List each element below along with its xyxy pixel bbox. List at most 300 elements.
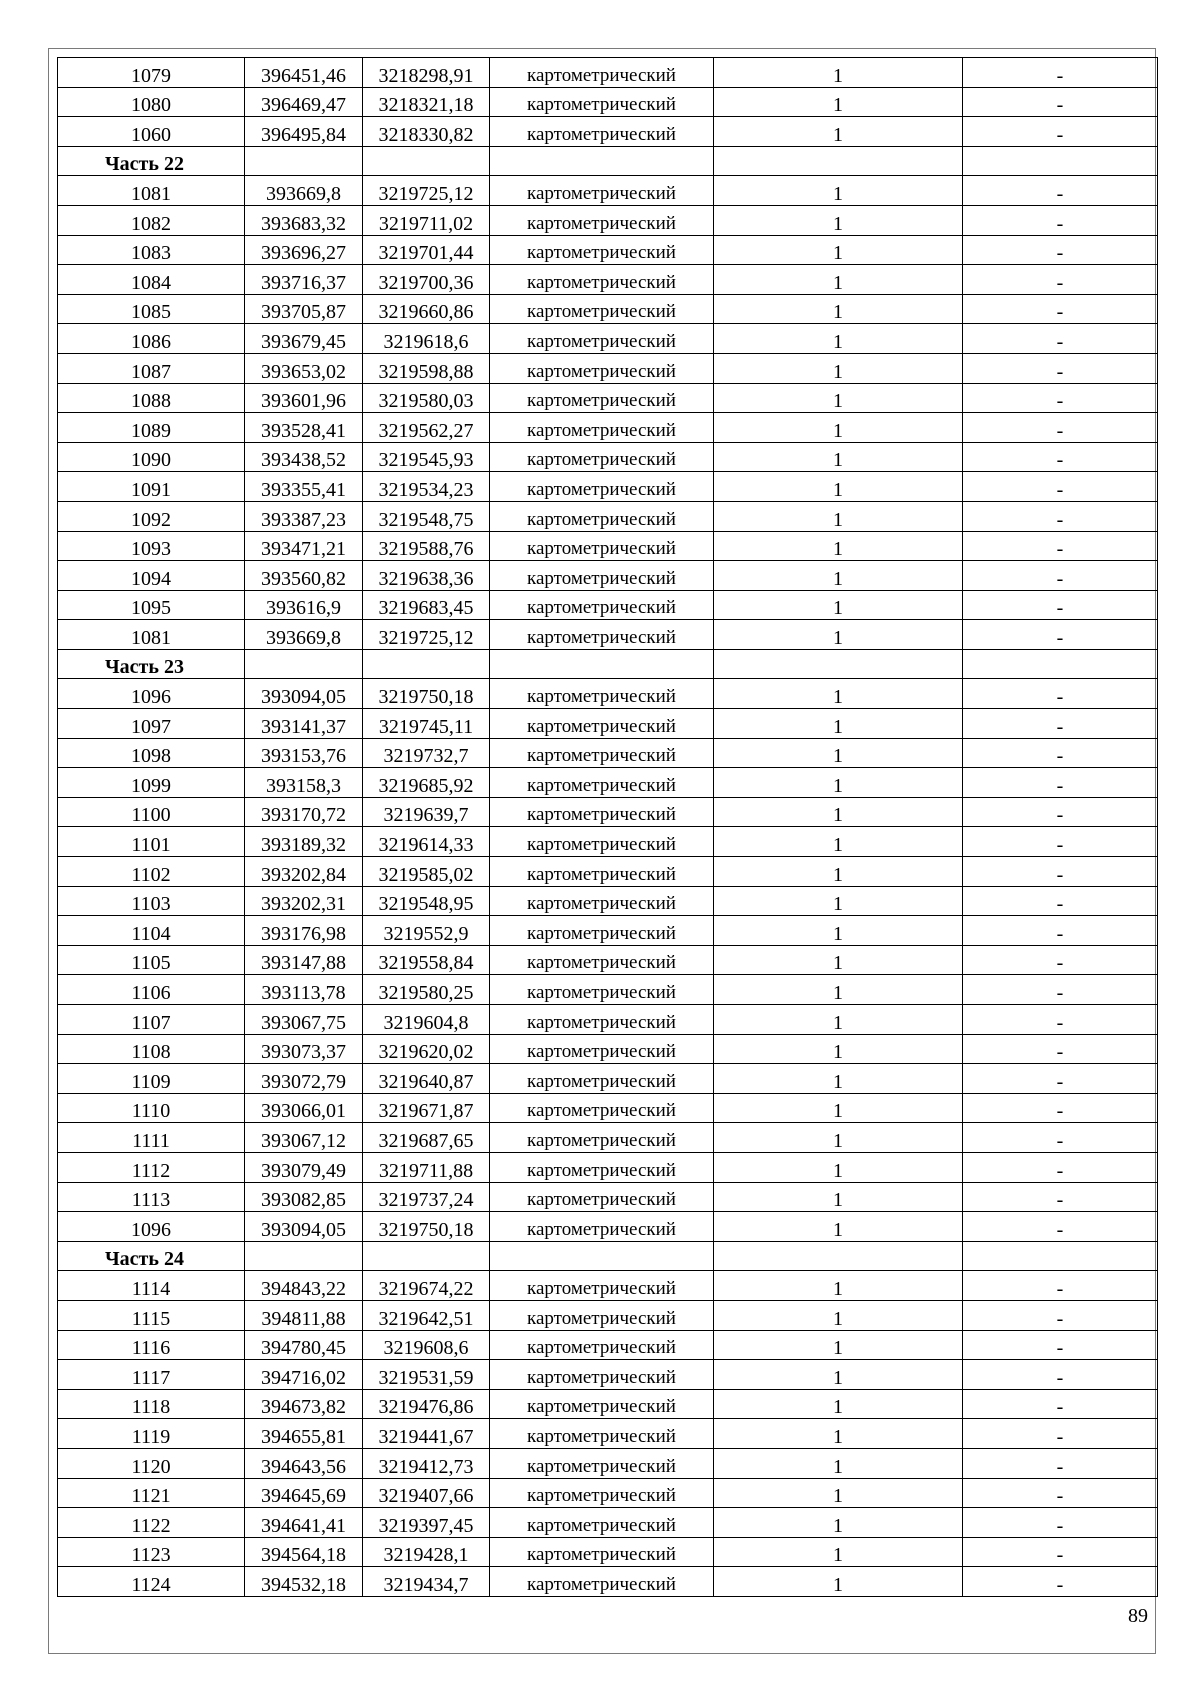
method-cell: картометрический xyxy=(490,117,714,147)
error-cell: - xyxy=(963,738,1158,768)
y-coordinate-cell: 3219745,11 xyxy=(363,709,490,739)
empty-cell xyxy=(490,649,714,679)
y-coordinate-cell: 3219580,25 xyxy=(363,975,490,1005)
point-id-cell: 1124 xyxy=(58,1567,245,1597)
y-coordinate-cell: 3219598,88 xyxy=(363,353,490,383)
accuracy-cell: 1 xyxy=(714,1005,963,1035)
y-coordinate-cell: 3219642,51 xyxy=(363,1300,490,1330)
method-cell: картометрический xyxy=(490,1152,714,1182)
point-id-cell: 1111 xyxy=(58,1123,245,1153)
empty-cell xyxy=(245,146,363,176)
accuracy-cell: 1 xyxy=(714,857,963,887)
table-row xyxy=(58,265,1158,295)
method-cell: картометрический xyxy=(490,324,714,354)
accuracy-cell: 1 xyxy=(714,945,963,975)
y-coordinate-cell: 3219711,88 xyxy=(363,1152,490,1182)
empty-cell xyxy=(714,146,963,176)
point-id-cell: 1086 xyxy=(58,324,245,354)
empty-cell xyxy=(363,146,490,176)
part-header-row xyxy=(58,146,1158,176)
method-cell: картометрический xyxy=(490,1034,714,1064)
error-cell: - xyxy=(963,117,1158,147)
method-cell: картометрический xyxy=(490,176,714,206)
y-coordinate-cell: 3219701,44 xyxy=(363,235,490,265)
point-id-cell: 1081 xyxy=(58,620,245,650)
table-row xyxy=(58,768,1158,798)
y-coordinate-cell: 3219608,6 xyxy=(363,1330,490,1360)
y-coordinate-cell: 3219750,18 xyxy=(363,1212,490,1242)
x-coordinate-cell: 393601,96 xyxy=(245,383,363,413)
accuracy-cell: 1 xyxy=(714,620,963,650)
x-coordinate-cell: 393438,52 xyxy=(245,442,363,472)
point-id-cell: 1081 xyxy=(58,176,245,206)
point-id-cell: 1120 xyxy=(58,1448,245,1478)
error-cell: - xyxy=(963,1567,1158,1597)
error-cell: - xyxy=(963,945,1158,975)
accuracy-cell: 1 xyxy=(714,886,963,916)
table-row xyxy=(58,1478,1158,1508)
point-id-cell: 1099 xyxy=(58,768,245,798)
point-id-cell: 1079 xyxy=(58,58,245,88)
table-row xyxy=(58,975,1158,1005)
accuracy-cell: 1 xyxy=(714,1537,963,1567)
part-label: Часть 22 xyxy=(58,146,245,176)
y-coordinate-cell: 3219732,7 xyxy=(363,738,490,768)
x-coordinate-cell: 393679,45 xyxy=(245,324,363,354)
table-row xyxy=(58,1064,1158,1094)
error-cell: - xyxy=(963,176,1158,206)
error-cell: - xyxy=(963,472,1158,502)
y-coordinate-cell: 3219548,75 xyxy=(363,501,490,531)
point-id-cell: 1114 xyxy=(58,1271,245,1301)
table-row xyxy=(58,945,1158,975)
x-coordinate-cell: 393176,98 xyxy=(245,916,363,946)
y-coordinate-cell: 3219397,45 xyxy=(363,1508,490,1538)
method-cell: картометрический xyxy=(490,1182,714,1212)
table-row xyxy=(58,383,1158,413)
y-coordinate-cell: 3219558,84 xyxy=(363,945,490,975)
error-cell: - xyxy=(963,886,1158,916)
y-coordinate-cell: 3218298,91 xyxy=(363,58,490,88)
accuracy-cell: 1 xyxy=(714,383,963,413)
x-coordinate-cell: 393170,72 xyxy=(245,797,363,827)
empty-cell xyxy=(490,1241,714,1271)
x-coordinate-cell: 394843,22 xyxy=(245,1271,363,1301)
error-cell: - xyxy=(963,1508,1158,1538)
accuracy-cell: 1 xyxy=(714,1419,963,1449)
table-row xyxy=(58,916,1158,946)
y-coordinate-cell: 3219725,12 xyxy=(363,620,490,650)
table-row xyxy=(58,1093,1158,1123)
x-coordinate-cell: 393153,76 xyxy=(245,738,363,768)
x-coordinate-cell: 393705,87 xyxy=(245,294,363,324)
y-coordinate-cell: 3219585,02 xyxy=(363,857,490,887)
x-coordinate-cell: 393355,41 xyxy=(245,472,363,502)
y-coordinate-cell: 3219548,95 xyxy=(363,886,490,916)
accuracy-cell: 1 xyxy=(714,1152,963,1182)
error-cell: - xyxy=(963,265,1158,295)
error-cell: - xyxy=(963,1271,1158,1301)
error-cell: - xyxy=(963,531,1158,561)
method-cell: картометрический xyxy=(490,679,714,709)
error-cell: - xyxy=(963,590,1158,620)
error-cell: - xyxy=(963,797,1158,827)
accuracy-cell: 1 xyxy=(714,1567,963,1597)
empty-cell xyxy=(963,649,1158,679)
y-coordinate-cell: 3219604,8 xyxy=(363,1005,490,1035)
x-coordinate-cell: 394780,45 xyxy=(245,1330,363,1360)
method-cell: картометрический xyxy=(490,916,714,946)
x-coordinate-cell: 393560,82 xyxy=(245,561,363,591)
empty-cell xyxy=(963,1241,1158,1271)
x-coordinate-cell: 393189,32 xyxy=(245,827,363,857)
table-row xyxy=(58,827,1158,857)
part-header-row xyxy=(58,649,1158,679)
y-coordinate-cell: 3219711,02 xyxy=(363,205,490,235)
y-coordinate-cell: 3219534,23 xyxy=(363,472,490,502)
error-cell: - xyxy=(963,1448,1158,1478)
accuracy-cell: 1 xyxy=(714,1360,963,1390)
error-cell: - xyxy=(963,1123,1158,1153)
point-id-cell: 1096 xyxy=(58,1212,245,1242)
method-cell: картометрический xyxy=(490,383,714,413)
error-cell: - xyxy=(963,768,1158,798)
table-row xyxy=(58,1567,1158,1597)
x-coordinate-cell: 393067,75 xyxy=(245,1005,363,1035)
point-id-cell: 1093 xyxy=(58,531,245,561)
accuracy-cell: 1 xyxy=(714,205,963,235)
point-id-cell: 1088 xyxy=(58,383,245,413)
error-cell: - xyxy=(963,1064,1158,1094)
x-coordinate-cell: 394532,18 xyxy=(245,1567,363,1597)
empty-cell xyxy=(363,1241,490,1271)
accuracy-cell: 1 xyxy=(714,1389,963,1419)
table-row xyxy=(58,561,1158,591)
y-coordinate-cell: 3218330,82 xyxy=(363,117,490,147)
table-row xyxy=(58,1419,1158,1449)
point-id-cell: 1096 xyxy=(58,679,245,709)
error-cell: - xyxy=(963,1478,1158,1508)
error-cell: - xyxy=(963,1093,1158,1123)
error-cell: - xyxy=(963,353,1158,383)
point-id-cell: 1101 xyxy=(58,827,245,857)
method-cell: картометрический xyxy=(490,857,714,887)
point-id-cell: 1080 xyxy=(58,87,245,117)
accuracy-cell: 1 xyxy=(714,679,963,709)
x-coordinate-cell: 393158,3 xyxy=(245,768,363,798)
y-coordinate-cell: 3219685,92 xyxy=(363,768,490,798)
accuracy-cell: 1 xyxy=(714,324,963,354)
part-label: Часть 23 xyxy=(58,649,245,679)
table-row xyxy=(58,1300,1158,1330)
x-coordinate-cell: 393683,32 xyxy=(245,205,363,235)
point-id-cell: 1090 xyxy=(58,442,245,472)
error-cell: - xyxy=(963,620,1158,650)
x-coordinate-cell: 394673,82 xyxy=(245,1389,363,1419)
error-cell: - xyxy=(963,442,1158,472)
error-cell: - xyxy=(963,1537,1158,1567)
accuracy-cell: 1 xyxy=(714,975,963,1005)
y-coordinate-cell: 3219618,6 xyxy=(363,324,490,354)
x-coordinate-cell: 393141,37 xyxy=(245,709,363,739)
error-cell: - xyxy=(963,975,1158,1005)
point-id-cell: 1084 xyxy=(58,265,245,295)
x-coordinate-cell: 393094,05 xyxy=(245,679,363,709)
method-cell: картометрический xyxy=(490,1389,714,1419)
method-cell: картометрический xyxy=(490,531,714,561)
table-row xyxy=(58,1034,1158,1064)
table-row xyxy=(58,58,1158,88)
error-cell: - xyxy=(963,1360,1158,1390)
accuracy-cell: 1 xyxy=(714,1448,963,1478)
point-id-cell: 1095 xyxy=(58,590,245,620)
method-cell: картометрический xyxy=(490,235,714,265)
accuracy-cell: 1 xyxy=(714,916,963,946)
point-id-cell: 1102 xyxy=(58,857,245,887)
x-coordinate-cell: 393387,23 xyxy=(245,501,363,531)
x-coordinate-cell: 394645,69 xyxy=(245,1478,363,1508)
table-row xyxy=(58,117,1158,147)
table-row xyxy=(58,1448,1158,1478)
x-coordinate-cell: 393072,79 xyxy=(245,1064,363,1094)
table-row xyxy=(58,205,1158,235)
y-coordinate-cell: 3219671,87 xyxy=(363,1093,490,1123)
part-header-row xyxy=(58,1241,1158,1271)
table-row xyxy=(58,176,1158,206)
error-cell: - xyxy=(963,501,1158,531)
error-cell: - xyxy=(963,1419,1158,1449)
accuracy-cell: 1 xyxy=(714,501,963,531)
method-cell: картометрический xyxy=(490,945,714,975)
method-cell: картометрический xyxy=(490,1330,714,1360)
x-coordinate-cell: 393528,41 xyxy=(245,413,363,443)
table-row xyxy=(58,442,1158,472)
point-id-cell: 1122 xyxy=(58,1508,245,1538)
table-row xyxy=(58,1537,1158,1567)
point-id-cell: 1089 xyxy=(58,413,245,443)
table-row xyxy=(58,620,1158,650)
point-id-cell: 1087 xyxy=(58,353,245,383)
method-cell: картометрический xyxy=(490,87,714,117)
point-id-cell: 1085 xyxy=(58,294,245,324)
method-cell: картометрический xyxy=(490,886,714,916)
y-coordinate-cell: 3219687,65 xyxy=(363,1123,490,1153)
x-coordinate-cell: 393147,88 xyxy=(245,945,363,975)
x-coordinate-cell: 396469,47 xyxy=(245,87,363,117)
y-coordinate-cell: 3219620,02 xyxy=(363,1034,490,1064)
point-id-cell: 1108 xyxy=(58,1034,245,1064)
method-cell: картометрический xyxy=(490,58,714,88)
method-cell: картометрический xyxy=(490,620,714,650)
y-coordinate-cell: 3219674,22 xyxy=(363,1271,490,1301)
error-cell: - xyxy=(963,561,1158,591)
y-coordinate-cell: 3219725,12 xyxy=(363,176,490,206)
accuracy-cell: 1 xyxy=(714,1064,963,1094)
x-coordinate-cell: 393067,12 xyxy=(245,1123,363,1153)
method-cell: картометрический xyxy=(490,205,714,235)
method-cell: картометрический xyxy=(490,827,714,857)
point-id-cell: 1107 xyxy=(58,1005,245,1035)
y-coordinate-cell: 3219737,24 xyxy=(363,1182,490,1212)
x-coordinate-cell: 393716,37 xyxy=(245,265,363,295)
table-row xyxy=(58,1005,1158,1035)
x-coordinate-cell: 393066,01 xyxy=(245,1093,363,1123)
point-id-cell: 1123 xyxy=(58,1537,245,1567)
accuracy-cell: 1 xyxy=(714,1271,963,1301)
empty-cell xyxy=(245,649,363,679)
method-cell: картометрический xyxy=(490,1093,714,1123)
accuracy-cell: 1 xyxy=(714,87,963,117)
x-coordinate-cell: 394811,88 xyxy=(245,1300,363,1330)
method-cell: картометрический xyxy=(490,1567,714,1597)
method-cell: картометрический xyxy=(490,738,714,768)
y-coordinate-cell: 3219683,45 xyxy=(363,590,490,620)
accuracy-cell: 1 xyxy=(714,797,963,827)
method-cell: картометрический xyxy=(490,590,714,620)
accuracy-cell: 1 xyxy=(714,531,963,561)
point-id-cell: 1094 xyxy=(58,561,245,591)
method-cell: картометрический xyxy=(490,1005,714,1035)
method-cell: картометрический xyxy=(490,561,714,591)
table-row xyxy=(58,1360,1158,1390)
y-coordinate-cell: 3219614,33 xyxy=(363,827,490,857)
x-coordinate-cell: 394643,56 xyxy=(245,1448,363,1478)
empty-cell xyxy=(490,146,714,176)
x-coordinate-cell: 393471,21 xyxy=(245,531,363,561)
point-id-cell: 1113 xyxy=(58,1182,245,1212)
accuracy-cell: 1 xyxy=(714,413,963,443)
table-row xyxy=(58,501,1158,531)
point-id-cell: 1091 xyxy=(58,472,245,502)
error-cell: - xyxy=(963,1300,1158,1330)
table-row xyxy=(58,738,1158,768)
part-label: Часть 24 xyxy=(58,1241,245,1271)
method-cell: картометрический xyxy=(490,975,714,1005)
error-cell: - xyxy=(963,1034,1158,1064)
accuracy-cell: 1 xyxy=(714,561,963,591)
point-id-cell: 1118 xyxy=(58,1389,245,1419)
table-row xyxy=(58,1152,1158,1182)
y-coordinate-cell: 3219428,1 xyxy=(363,1537,490,1567)
point-id-cell: 1083 xyxy=(58,235,245,265)
method-cell: картометрический xyxy=(490,797,714,827)
accuracy-cell: 1 xyxy=(714,442,963,472)
accuracy-cell: 1 xyxy=(714,294,963,324)
error-cell: - xyxy=(963,679,1158,709)
y-coordinate-cell: 3219580,03 xyxy=(363,383,490,413)
method-cell: картометрический xyxy=(490,1508,714,1538)
accuracy-cell: 1 xyxy=(714,265,963,295)
method-cell: картометрический xyxy=(490,1123,714,1153)
method-cell: картометрический xyxy=(490,413,714,443)
accuracy-cell: 1 xyxy=(714,709,963,739)
y-coordinate-cell: 3219750,18 xyxy=(363,679,490,709)
table-row xyxy=(58,87,1158,117)
point-id-cell: 1119 xyxy=(58,1419,245,1449)
point-id-cell: 1082 xyxy=(58,205,245,235)
error-cell: - xyxy=(963,827,1158,857)
x-coordinate-cell: 394641,41 xyxy=(245,1508,363,1538)
point-id-cell: 1104 xyxy=(58,916,245,946)
x-coordinate-cell: 394564,18 xyxy=(245,1537,363,1567)
x-coordinate-cell: 396451,46 xyxy=(245,58,363,88)
accuracy-cell: 1 xyxy=(714,1330,963,1360)
x-coordinate-cell: 393669,8 xyxy=(245,620,363,650)
y-coordinate-cell: 3219434,7 xyxy=(363,1567,490,1597)
error-cell: - xyxy=(963,1005,1158,1035)
x-coordinate-cell: 393073,37 xyxy=(245,1034,363,1064)
accuracy-cell: 1 xyxy=(714,768,963,798)
accuracy-cell: 1 xyxy=(714,1508,963,1538)
error-cell: - xyxy=(963,383,1158,413)
error-cell: - xyxy=(963,205,1158,235)
point-id-cell: 1103 xyxy=(58,886,245,916)
table-row xyxy=(58,413,1158,443)
accuracy-cell: 1 xyxy=(714,827,963,857)
table-row xyxy=(58,472,1158,502)
accuracy-cell: 1 xyxy=(714,235,963,265)
method-cell: картометрический xyxy=(490,768,714,798)
point-id-cell: 1097 xyxy=(58,709,245,739)
method-cell: картометрический xyxy=(490,265,714,295)
y-coordinate-cell: 3219407,66 xyxy=(363,1478,490,1508)
x-coordinate-cell: 393082,85 xyxy=(245,1182,363,1212)
y-coordinate-cell: 3219638,36 xyxy=(363,561,490,591)
accuracy-cell: 1 xyxy=(714,1300,963,1330)
x-coordinate-cell: 394655,81 xyxy=(245,1419,363,1449)
x-coordinate-cell: 393113,78 xyxy=(245,975,363,1005)
point-id-cell: 1105 xyxy=(58,945,245,975)
y-coordinate-cell: 3219588,76 xyxy=(363,531,490,561)
method-cell: картометрический xyxy=(490,442,714,472)
method-cell: картометрический xyxy=(490,1360,714,1390)
method-cell: картометрический xyxy=(490,353,714,383)
y-coordinate-cell: 3219700,36 xyxy=(363,265,490,295)
point-id-cell: 1109 xyxy=(58,1064,245,1094)
accuracy-cell: 1 xyxy=(714,1034,963,1064)
empty-cell xyxy=(245,1241,363,1271)
method-cell: картометрический xyxy=(490,1212,714,1242)
y-coordinate-cell: 3219660,86 xyxy=(363,294,490,324)
method-cell: картометрический xyxy=(490,1478,714,1508)
error-cell: - xyxy=(963,58,1158,88)
point-id-cell: 1110 xyxy=(58,1093,245,1123)
error-cell: - xyxy=(963,1330,1158,1360)
coordinates-table-body xyxy=(58,58,1158,1597)
method-cell: картометрический xyxy=(490,501,714,531)
point-id-cell: 1092 xyxy=(58,501,245,531)
point-id-cell: 1116 xyxy=(58,1330,245,1360)
x-coordinate-cell: 393669,8 xyxy=(245,176,363,206)
error-cell: - xyxy=(963,1182,1158,1212)
accuracy-cell: 1 xyxy=(714,590,963,620)
error-cell: - xyxy=(963,413,1158,443)
point-id-cell: 1117 xyxy=(58,1360,245,1390)
table-row xyxy=(58,1271,1158,1301)
error-cell: - xyxy=(963,235,1158,265)
accuracy-cell: 1 xyxy=(714,1093,963,1123)
empty-cell xyxy=(714,1241,963,1271)
accuracy-cell: 1 xyxy=(714,117,963,147)
y-coordinate-cell: 3219640,87 xyxy=(363,1064,490,1094)
page-number: 89 xyxy=(1128,1605,1148,1627)
table-row xyxy=(58,1508,1158,1538)
point-id-cell: 1115 xyxy=(58,1300,245,1330)
method-cell: картометрический xyxy=(490,472,714,502)
accuracy-cell: 1 xyxy=(714,472,963,502)
y-coordinate-cell: 3219639,7 xyxy=(363,797,490,827)
table-row xyxy=(58,235,1158,265)
